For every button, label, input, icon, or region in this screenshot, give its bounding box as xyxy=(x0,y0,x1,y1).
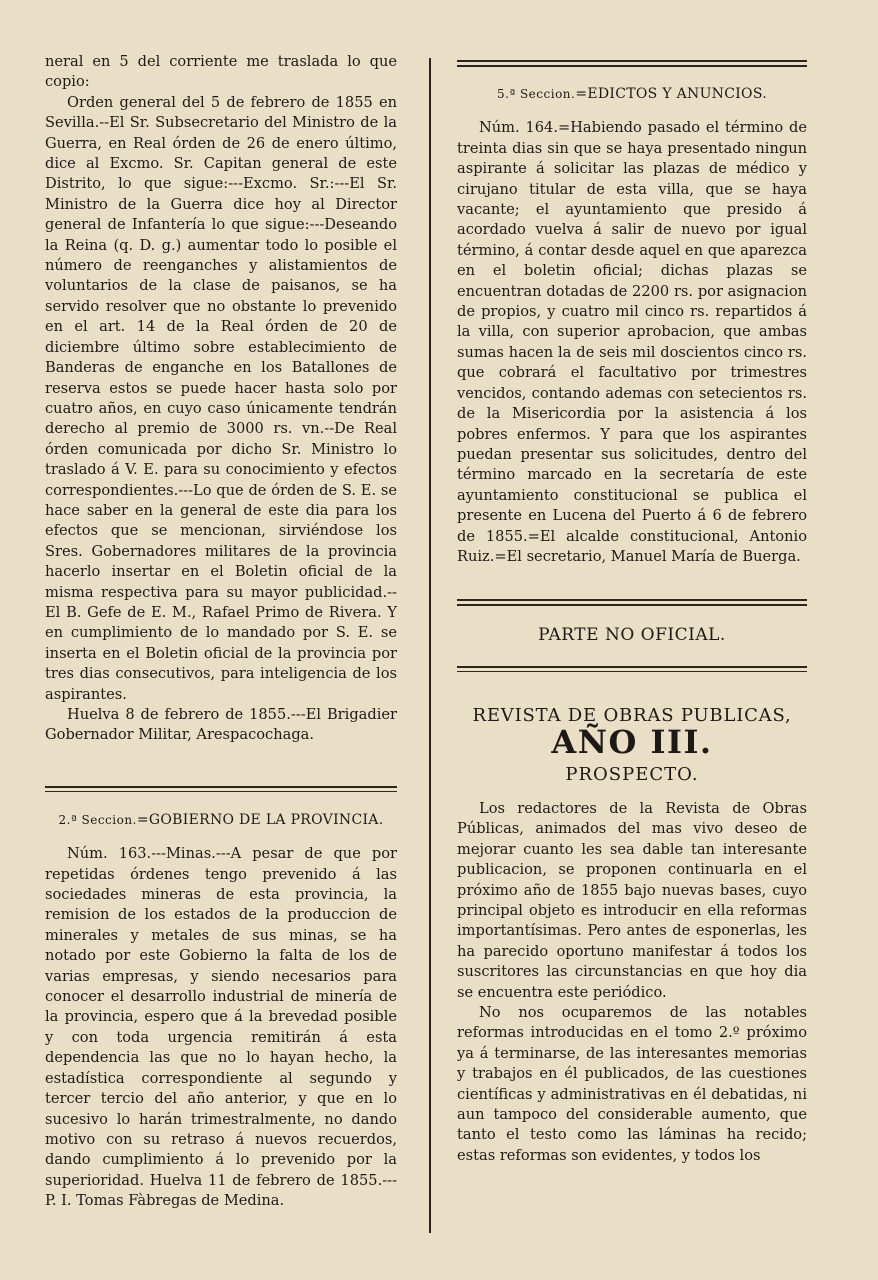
top-separator xyxy=(457,58,807,68)
section-5-label: 5.ª Seccion. xyxy=(497,87,576,101)
section-2-heading xyxy=(45,810,397,830)
section-separator-3 xyxy=(457,664,807,674)
section-5-heading xyxy=(457,84,807,104)
left-paragraph-4: Núm. 163.---Minas.---A pesar de que por repetidas órdenes tengo prevenido á las sociedades mineras de esta provincia, la remision de los estados de la produccion de minerales y metales de sus minas, se ha notado por este Gobierno la falta de los de varias empresas, y siendo necesarios para conocer el desarrollo industrial de minería de la provincia, espero que á la brevedad posible y con toda urgencia remitirán á esta dependencia las que no lo hayan hecho, la estadística correspondiente al segundo y tercer tercio del año anterior, y que en lo sucesivo lo harán trimestralmente, no dando motivo con su retraso á nuevos recuerdos, dando cumplimiento á lo prevenido por la superioridad. Huelva 11 de febrero de 1855.---P. I. Tomas Fàbregas de Medina. xyxy=(45,845,397,1210)
parte-no-oficial-heading: PARTE NO OFICIAL. xyxy=(538,625,726,646)
column-divider xyxy=(429,58,431,1233)
right-paragraph-2: Los redactores de la Revista de Obras Públicas, animados del mas vivo deseo de mejorar cuanto les sea dable tan interesante publicacion, se proponen continuarla en el próximo año de 1855 bajo nuevas bases, cuyo principal objeto es introducir en ella reformas importantísimas. Pero antes de esponerlas, les ha parecido oportuno manifestar á todos los suscritores las circunstancias en que hoy dia se encuentra este periódico. xyxy=(457,799,807,1001)
section-2-label: 2.ª Seccion. xyxy=(58,812,137,827)
prospecto-heading: PROSPECTO. xyxy=(565,763,699,785)
ano-heading: AÑO III. xyxy=(551,723,713,762)
section-separator xyxy=(45,784,397,794)
right-paragraph-1: Núm. 164.=Habiendo pasado el término de treinta dias sin que se haya presentado ningun aspirante á solicitar las plazas de médico y cirujano titular de esta villa, que se haya vacante; el ayuntamiento que presido á acordado vuelva á salir de nuevo por igual término, á contar desde aquel en que aparezca en el boletin oficial; dichas plazas se encuentran dotadas de 2200 rs. por asignacion de propios, y cuatro mil cinco rs. repartidos á la villa, con superior aprobacion, que ambas sumas hacen la de seis mil doscientos cinco rs. que cobrará el facultativo por trimestres vencidos, contando ademas con setecientos rs. de la Misericordia por la asistencia á los pobres enfermos. Y para que los aspirantes puedan presentar sus solicitudes, dentro del término marcado en la secretaría de este ayuntamiento constitucional se publica el presente en Lucena del Puerto á 6 de febrero de 1855.=El alcalde constitucional, Antonio Ruiz.=El secretario, Manuel María de Buerga. xyxy=(457,119,807,565)
section-separator-2 xyxy=(457,597,807,607)
section-2-title: =GOBIERNO DE LA PROVINCIA. xyxy=(136,811,384,828)
section-5-title: =EDICTOS Y ANUNCIOS. xyxy=(575,86,767,102)
left-paragraph-3: Huelva 8 de febrero de 1855.---El Brigadier Gobernador Militar, Arespacochaga. xyxy=(45,706,397,744)
right-column xyxy=(457,52,807,1166)
right-paragraph-3: No nos ocuparemos de las notables reformas introducidas en el tomo 2.º próximo ya á terminarse, de las interesantes memorias y trabajos en él publicados, de las cuestiones científicas y administrativas en él debatidas, ni aun tampoco del considerable aumento, que tanto el testo como las láminas ha recido; estas reformas son evidentes, y todos los xyxy=(457,1004,807,1164)
left-paragraph-1: neral en 5 del corriente me traslada lo que copio: xyxy=(45,53,397,91)
left-paragraph-2: Orden general del 5 de febrero de 1855 en Sevilla.--El Sr. Subsecretario del Ministro de la Guerra, en Real órden de 26 de enero último, dice al Excmo. Sr. Capitan general de este Distrito, lo que sigue:---Excmo. Sr.:---El Sr. Ministro de la Guerra dice hoy al Director general de Infantería lo que sigue:---Deseando la Reina (q. D. g.) aumentar todo lo posible el número de reenganches y alistamientos de voluntarios de la clase de paisanos, se ha servido resolver que no obstante lo prevenido en el art. 14 de la Real órden de 20 de diciembre último sobre establecimiento de Banderas de enganche en los Batallones de reserva estos se puede hacer hasta solo por cuatro años, en cuyo caso únicamente tendrán derecho al premio de 3000 rs. vn.--De Real órden comunicada por dicho Sr. Ministro lo traslado á V. E. para su conocimiento y efectos correspondientes.---Lo que de órden de S. E. se hace saber en la general de este dia para los efectos que se mencionan, sirviéndose los Sres. Gobernadores militares de la provincia hacerlo insertar en el Boletin oficial de la misma respectiva para su mayor publicidad.--El B. Gefe de E. M., Rafael Primo de Rivera. Y en cumplimiento de lo mandado por S. E. se inserta en el Boletin oficial de la provincia por tres dias consecutivos, para inteligencia de los aspirantes. xyxy=(45,93,397,703)
revista-heading: REVISTA DE OBRAS PUBLICAS, xyxy=(472,704,792,726)
left-column xyxy=(45,52,397,1212)
